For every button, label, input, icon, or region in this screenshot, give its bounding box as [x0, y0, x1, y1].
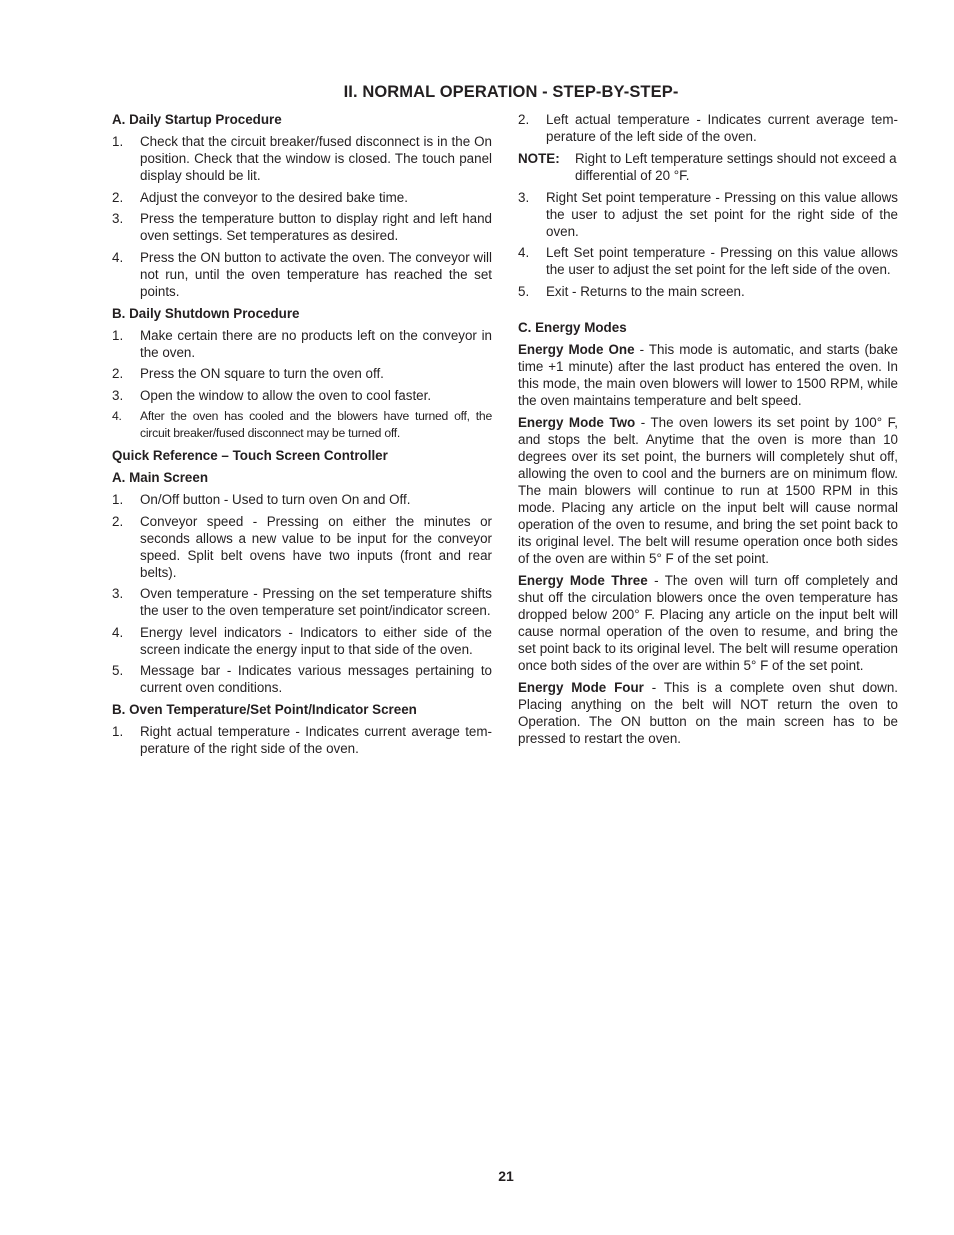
- energy-mode-name: Energy Mode Two: [518, 414, 636, 430]
- right-column: [518, 111, 898, 752]
- list-number: 4.: [112, 409, 122, 423]
- list-item: [112, 662, 492, 696]
- list-number: 3.: [112, 586, 124, 601]
- energy-mode-paragraph: [518, 414, 898, 567]
- energy-mode-text: - This is a complete oven shut down. Placing anything on the belt will NOT return the oven to Operation. The ON button on the main screen has to be pressed to restart the oven.: [518, 679, 898, 746]
- list-text: Press the temperature button to display right and left hand oven settings. Set temperatures as desired.: [140, 211, 492, 243]
- daily-startup-heading: A. Daily Startup Procedure: [112, 112, 282, 127]
- main-screen-heading: A. Main Screen: [112, 470, 208, 485]
- list-number: 2.: [112, 513, 124, 529]
- daily-shutdown-list: [112, 327, 492, 443]
- list-item: [112, 387, 492, 404]
- list-number: 1.: [112, 724, 124, 739]
- quick-reference-heading: Quick Reference – Touch Screen Controller: [112, 448, 388, 463]
- page-number: 21: [498, 1168, 514, 1184]
- energy-mode-paragraph: [518, 341, 898, 409]
- list-number: 2.: [112, 366, 124, 381]
- list-text: Conveyor speed - Pressing on either the minutes or seconds allows a new value to be input for the conveyor speed. Split belt ovens have two inputs (front and rear belts).: [140, 513, 492, 580]
- setpoint-screen-list-continued-2: [518, 189, 898, 300]
- energy-mode-name: Energy Mode Four: [518, 679, 644, 695]
- energy-modes-heading: C. Energy Modes: [518, 319, 627, 335]
- list-item: [112, 513, 492, 581]
- setpoint-screen-heading: B. Oven Temperature/Set Point/Indicator Screen: [112, 702, 417, 717]
- list-text: Make certain there are no products left on the conveyor in the oven.: [140, 327, 492, 360]
- list-number: 5.: [112, 663, 124, 678]
- page-title: II. NORMAL OPERATION - STEP-BY-STEP-: [343, 83, 679, 101]
- list-item: [112, 210, 492, 244]
- list-text: Press the ON square to turn the oven off.: [140, 366, 384, 381]
- list-text: Energy level indicators - Indicators to either side of the screen indicate the energy input to that side of the oven.: [140, 624, 492, 657]
- main-screen-list: [112, 491, 492, 696]
- list-item: [112, 624, 492, 658]
- list-item: [112, 327, 492, 361]
- temperature-note: [518, 150, 898, 184]
- list-item: [112, 585, 492, 619]
- list-item: [518, 244, 898, 278]
- list-item: [518, 111, 898, 145]
- list-item: [518, 283, 898, 300]
- list-text: After the oven has cooled and the blowers have turned off, the circuit breaker/fused disconnect may be turned off.: [140, 409, 492, 440]
- list-item: [112, 133, 492, 184]
- list-number: 4.: [112, 624, 124, 640]
- list-text: Right actual temperature - Indicates current average tem- perature of the right side of the oven.: [140, 724, 492, 756]
- energy-mode-name: Energy Mode Three: [518, 572, 648, 588]
- list-item: [112, 189, 492, 206]
- list-text: Press the ON button to activate the oven. The conveyor will not run, until the oven temperature has reached the set points.: [140, 249, 492, 299]
- list-number: 1.: [112, 492, 124, 507]
- setpoint-screen-list: [112, 723, 492, 757]
- energy-mode-paragraph: [518, 679, 898, 747]
- list-item: [112, 365, 492, 382]
- setpoint-screen-list-continued: [518, 111, 898, 145]
- energy-mode-text: - The oven will turn off completely and shut off the circulation blowers once the oven temperature has dropped below 200° F. Placing any article on the input belt will cause normal operation of the oven to resume, and bring the set point back to its original level. The belt will resume operation once both sides of the over are within 5° F of the set point.: [518, 572, 898, 673]
- note-text: Right to Left temperature settings should not exceed a differential of 20 °F.: [575, 151, 897, 183]
- daily-shutdown-heading: B. Daily Shutdown Procedure: [112, 305, 300, 321]
- list-text: Message bar - Indicates various messages pertaining to current oven conditions.: [140, 663, 492, 695]
- list-text: Adjust the conveyor to the desired bake time.: [140, 189, 408, 205]
- spacer: [518, 305, 898, 319]
- list-text: Open the window to allow the oven to cool faster.: [140, 387, 432, 403]
- list-number: 3.: [112, 387, 124, 403]
- list-number: 3.: [518, 189, 530, 205]
- list-item: [112, 408, 492, 442]
- list-item: [112, 249, 492, 300]
- list-number: 1.: [112, 134, 124, 149]
- list-text: Exit - Returns to the main screen.: [546, 283, 745, 299]
- list-number: 1.: [112, 327, 124, 343]
- daily-startup-list: [112, 133, 492, 300]
- list-item: [112, 723, 492, 757]
- note-label: NOTE:: [518, 151, 560, 166]
- list-number: 5.: [518, 283, 530, 299]
- list-text: On/Off button - Used to turn oven On and Off.: [140, 492, 411, 507]
- list-text: Right Set point temperature - Pressing on this value allows the user to adjust the set point for the right side of the oven.: [546, 189, 898, 239]
- list-number: 4.: [518, 245, 530, 260]
- energy-mode-paragraph: [518, 572, 898, 674]
- left-column: [112, 111, 492, 762]
- list-text: Left Set point temperature - Pressing on this value allows the user to adjust the set point for the left side of the oven.: [546, 245, 898, 277]
- list-text: Oven temperature - Pressing on the set temperature shifts the user to the oven temperature set point/indicator screen.: [140, 586, 492, 618]
- list-text: Left actual temperature - Indicates current average tem- perature of the left side of the oven.: [546, 112, 898, 144]
- list-text: Check that the circuit breaker/fused disconnect is in the On position. Check that the window is closed. The touch panel display should be lit.: [140, 134, 492, 183]
- list-number: 2.: [112, 189, 124, 205]
- list-number: 4.: [112, 249, 124, 265]
- energy-mode-name: Energy Mode One: [518, 341, 635, 357]
- list-number: 3.: [112, 211, 124, 226]
- energy-mode-text: - The oven lowers its set point by 100° F, and stops the belt. Anytime that the oven is more than 10 degrees over its set point, the burners will completely shut off, allowing the oven to cool and the burners are on minimum flow. The main blowers will continue to run at 1500 RPM in this mode. Placing any article on the input belt will cause normal operation of the oven to resume, and bring the set point back to its original level. The belt will resume operation once both sides of the oven are within 5° F of the set point.: [518, 414, 898, 566]
- list-item: [112, 491, 492, 508]
- list-number: 2.: [518, 112, 530, 127]
- list-item: [518, 189, 898, 240]
- energy-mode-text: - This mode is automatic, and starts (bake time +1 minute) after the last product has entered the oven. In this mode, the main oven blowers will lower to 1500 RPM, while the oven maintains temperature and belt speed.: [518, 341, 898, 408]
